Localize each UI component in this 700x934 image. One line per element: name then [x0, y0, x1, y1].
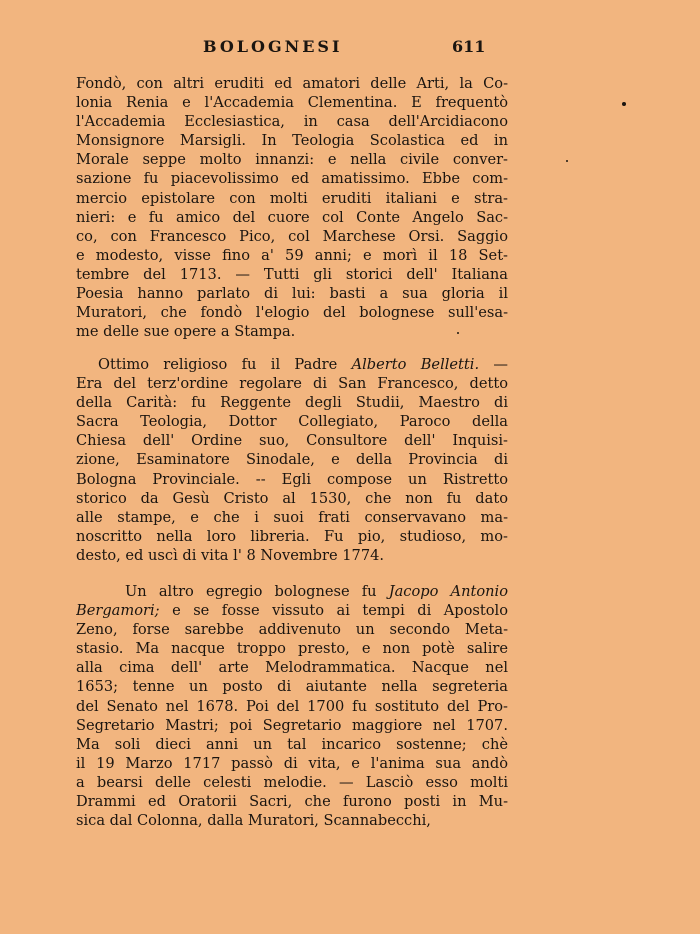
text-line-second — [76, 601, 508, 620]
text-line: co, con Francesco Pico, col Marchese Orsi. Saggio — [76, 227, 508, 245]
person-name-italic: Jacopo Antonio — [388, 583, 508, 600]
paragraph-3 — [76, 582, 508, 830]
text-line: Ma soli dieci anni un tal incarico sostenne; chè — [76, 735, 508, 753]
ink-speck — [566, 160, 568, 162]
text-line: desto, ed uscì di vita l' 8 Novembre 1774. — [76, 546, 385, 564]
text-line: sica dal Colonna, dalla Muratori, Scannabecchi, — [76, 812, 431, 830]
paragraph-1 — [76, 74, 508, 341]
text-line: Sacra Teologia, Dottor Collegiato, Paroco della — [76, 413, 508, 431]
text-line: lonia Renia e l'Accademia Clementina. E frequentò — [76, 94, 508, 112]
text-line: Poesia hanno parlato di lui: basti a sua gloria il — [76, 285, 508, 303]
text-line: noscritto nella loro libreria. Fu pio, studioso, mo- — [76, 527, 508, 545]
text-run: Ottimo religioso fu il Padre — [98, 356, 352, 373]
text-line: Zeno, forse sarebbe addivenuto un secondo Meta- — [76, 621, 508, 639]
text-line: il 19 Marzo 1717 passò di vita, e l'anima sua andò — [76, 754, 508, 772]
text-line: zione, Esaminatore Sinodale, e della Provincia di — [76, 451, 508, 469]
text-line: Morale seppe molto innanzi: e nella civile conver- — [76, 151, 508, 169]
text-line: Bologna Provinciale. -- Egli compose un Ristretto — [76, 470, 508, 488]
text-line: Drammi ed Oratorii Sacri, che furono posti in Mu- — [76, 793, 508, 811]
text-line: a bearsi delle celesti melodie. — Lasciò esso molti — [76, 773, 508, 791]
text-line: stasio. Ma nacque troppo presto, e non potè salire — [76, 640, 508, 658]
text-line: alla cima dell' arte Melodrammatica. Nacque nel — [76, 659, 508, 677]
text-line: l'Accademia Ecclesiastica, in casa dell'Arcidiacono — [76, 113, 508, 131]
text-line: Segretario Mastri; poi Segretario maggiore nel 1707. — [76, 716, 508, 734]
text-line: me delle sue opere a Stampa. — [76, 323, 296, 341]
text-line: Monsignore Marsigli. In Teologia Scolastica ed in — [76, 132, 508, 150]
text-line: Chiesa dell' Ordine suo, Consultore dell' Inquisi- — [76, 432, 508, 450]
running-head — [0, 37, 700, 57]
paragraph-2 — [76, 355, 508, 565]
text-line: sazione fu piacevolissimo ed amatissimo. Ebbe com- — [76, 170, 508, 188]
running-title: BOLOGNESI — [203, 37, 343, 56]
text-line: tembre del 1713. — Tutti gli storici dell' Italiana — [76, 265, 508, 283]
text-line: storico da Gesù Cristo al 1530, che non fu dato — [76, 489, 508, 507]
text-line-first — [76, 582, 508, 601]
text-run: e se fosse vissuto ai tempi di Apostolo — [159, 602, 508, 620]
person-name-italic: Alberto Belletti. — [351, 356, 480, 373]
text-line: Fondò, con altri eruditi ed amatori delle Arti, la Co- — [76, 75, 508, 92]
ink-speck — [457, 332, 459, 334]
text-line-first — [76, 355, 508, 374]
ink-speck — [622, 102, 626, 106]
page-number: 611 — [452, 37, 486, 56]
text-line: 1653; tenne un posto di aiutante nella segreteria — [76, 678, 508, 696]
text-line: della Carità: fu Reggente degli Studii, Maestro di — [76, 394, 508, 412]
text-line: Muratori, che fondò l'elogio del bolognese sull'esa- — [76, 304, 508, 322]
text-run: Un altro egregio bolognese fu — [125, 583, 389, 600]
text-line: e modesto, visse fino a' 59 anni; e morì il 18 Set- — [76, 246, 508, 264]
text-line: del Senato nel 1678. Poi del 1700 fu sostituto del Pro- — [76, 697, 508, 715]
text-line: nieri: e fu amico del cuore col Conte Angelo Sac- — [76, 208, 508, 226]
text-line: alle stampe, e che i suoi frati conservavano ma- — [76, 508, 508, 526]
text-run: — — [479, 356, 508, 373]
person-name-italic: Bergamori; — [76, 602, 160, 620]
text-line: Era del terz'ordine regolare di San Francesco, detto — [76, 375, 508, 393]
text-line: mercio epistolare con molti eruditi italiani e stra- — [76, 189, 508, 207]
